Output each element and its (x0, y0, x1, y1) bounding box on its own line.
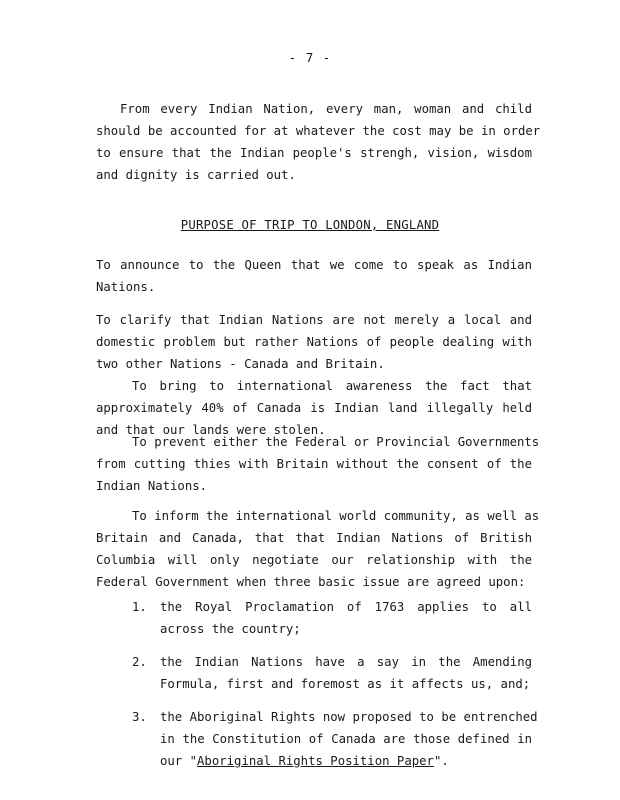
text-line: Nations. (96, 280, 156, 294)
paragraph-prevent (96, 431, 540, 497)
position-paper-title: Aboriginal Rights Position Paper (197, 754, 434, 768)
text-line-final (160, 750, 532, 772)
quote-close: ". (433, 754, 449, 768)
text-line: domestic problem but rather Nations of people dealing with (96, 335, 532, 349)
text-line: Columbia will only negotiate our relationship with the (96, 553, 532, 567)
text-line: in the Constitution of Canada are those defined in (160, 732, 532, 746)
text-line: To bring to international awareness the fact that (132, 379, 532, 393)
text-line: the Aboriginal Rights now proposed to be entrenched (160, 710, 538, 724)
text-line: From every Indian Nation, every man, woman and child (120, 102, 532, 116)
text-line: To clarify that Indian Nations are not merely a local and (96, 313, 532, 327)
text-line: the Indian Nations have a say in the Amending (160, 655, 532, 669)
page-number: - 7 - (288, 50, 332, 65)
quote-open: our " (160, 754, 198, 768)
intro-paragraph (96, 98, 541, 186)
text-line: Britain and Canada, that that Indian Nations of British (96, 531, 532, 545)
text-line: To prevent either the Federal or Provincial Governments (132, 435, 540, 449)
text-line: should be accounted for at whatever the cost may be in order (96, 124, 541, 138)
text-line: To inform the international world community, as well as (132, 509, 540, 523)
paragraph-announce (96, 254, 532, 298)
text-line: Indian Nations. (96, 479, 208, 493)
section-heading: PURPOSE OF TRIP TO LONDON, ENGLAND (180, 218, 440, 232)
paragraph-clarify (96, 309, 532, 375)
paragraph-inform (96, 505, 540, 593)
list-number: 3. (132, 710, 147, 724)
text-line: and that our lands were stolen. (96, 423, 326, 437)
list-number: 2. (132, 655, 147, 669)
text-line: Federal Government when three basic issue are agreed upon: (96, 575, 526, 589)
text-line: to ensure that the Indian people's strengh, vision, wisdom (96, 146, 532, 160)
text-line: Formula, first and foremost as it affects us, and; (160, 677, 531, 691)
text-line: the Royal Proclamation of 1763 applies to all (160, 600, 532, 614)
text-line: To announce to the Queen that we come to speak as Indian (96, 258, 532, 272)
text-line: from cutting thies with Britain without the consent of the (96, 457, 532, 471)
list-number: 1. (132, 600, 147, 614)
text-line: and dignity is carried out. (96, 168, 296, 182)
text-line: across the country; (160, 622, 301, 636)
text-line: two other Nations - Canada and Britain. (96, 357, 385, 371)
text-line: approximately 40% of Canada is Indian land illegally held (96, 401, 532, 415)
